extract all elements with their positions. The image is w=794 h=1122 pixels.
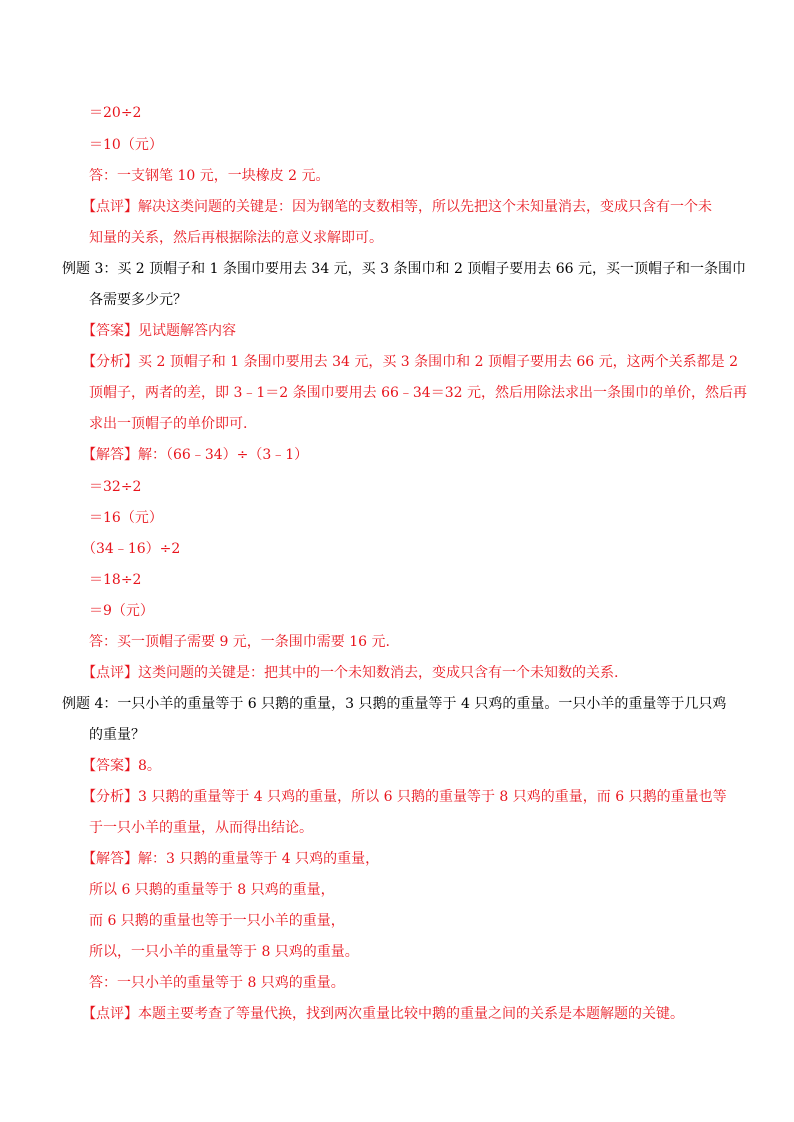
solution-line: 所以，一只小羊的重量等于 8 只鸡的重量。	[89, 944, 359, 960]
final-answer-line: 答：买一顶帽子需要 9 元，一条围巾需要 16 元.	[89, 634, 390, 650]
answer-line	[82, 321, 236, 341]
analysis-tag: 【分析】	[82, 789, 138, 805]
comment-line	[82, 1004, 684, 1024]
analysis-line	[82, 352, 738, 372]
comment-text: 本题主要考查了等量代换，找到两次重量比较中鹅的重量之间的关系是本题解题的关键。	[138, 1006, 684, 1022]
calc-line: ＝18÷2	[89, 572, 142, 588]
solution-tag: 【解答】	[82, 851, 138, 867]
calc-line: ＝10（元）	[89, 137, 163, 153]
question-line: 例题 3：买 2 顶帽子和 1 条围巾要用去 34 元，买 3 条围巾和 2 顶帽子要用去 66 元，买一顶帽子和一条围巾	[62, 261, 747, 277]
analysis-text: 买 2 顶帽子和 1 条围巾要用去 34 元，买 3 条围巾和 2 顶帽子要用去 66 元，这两个关系都是 2	[138, 354, 739, 370]
comment-tag: 【点评】	[82, 665, 138, 681]
comment-text: 解决这类问题的关键是：因为钢笔的支数相等，所以先把这个未知量消去，变成只含有一个未	[138, 199, 712, 215]
solution-line	[82, 849, 379, 869]
solution-line: 所以 6 只鹅的重量等于 8 只鸡的重量，	[89, 882, 335, 898]
question-line: 各需要多少元？	[89, 292, 187, 308]
final-answer-line: 答：一只小羊的重量等于 8 只鸡的重量。	[89, 975, 345, 991]
comment-tag: 【点评】	[82, 199, 138, 215]
answer-tag: 【答案】	[82, 323, 138, 339]
answer-tag: 【答案】	[82, 758, 138, 774]
analysis-text: 3 只鹅的重量等于 4 只鸡的重量，所以 6 只鹅的重量等于 8 只鸡的重量，而 6 只鹅的重量也等	[138, 789, 727, 805]
comment-text: 这类问题的关键是：把其中的一个未知数消去，变成只含有一个未知数的关系.	[138, 665, 619, 681]
solution-line	[82, 445, 308, 465]
solution-text: 解：3 只鹅的重量等于 4 只鸡的重量，	[138, 851, 380, 867]
question-line: 例题 4：一只小羊的重量等于 6 只鹅的重量，3 只鹅的重量等于 4 只鸡的重量。一只小羊的重量等于几只鸡	[62, 696, 727, 712]
calc-line: ＝20÷2	[89, 105, 142, 121]
calc-line: （34﹣16）÷2	[82, 541, 181, 557]
answer-text: 见试题解答内容	[138, 323, 236, 339]
comment-line	[82, 663, 618, 683]
solution-text: 解：（66﹣34）÷（3﹣1）	[138, 447, 309, 463]
solution-tag: 【解答】	[82, 447, 138, 463]
analysis-line	[82, 787, 727, 807]
answer-line	[82, 756, 161, 776]
analysis-tag: 【分析】	[82, 354, 138, 370]
analysis-line: 顶帽子，两者的差，即 3﹣1＝2 条围巾要用去 66﹣34＝32 元，然后用除法求出一条围巾的单价，然后再	[89, 385, 747, 401]
comment-tag: 【点评】	[82, 1006, 138, 1022]
answer-line: 答：一支钢笔 10 元，一块橡皮 2 元。	[89, 168, 330, 184]
calc-line: ＝32÷2	[89, 479, 142, 495]
comment-line: 知量的关系，然后再根据除法的意义求解即可。	[89, 230, 383, 246]
analysis-line: 求出一顶帽子的单价即可.	[89, 416, 248, 432]
analysis-line: 于一只小羊的重量，从而得出结论。	[89, 820, 313, 836]
question-line: 的重量？	[89, 727, 145, 743]
calc-line: ＝9（元）	[89, 603, 154, 619]
answer-text: 8。	[138, 758, 161, 774]
solution-line: 而 6 只鹅的重量也等于一只小羊的重量，	[89, 913, 345, 929]
calc-line: ＝16（元）	[89, 510, 163, 526]
comment-line	[82, 197, 712, 217]
